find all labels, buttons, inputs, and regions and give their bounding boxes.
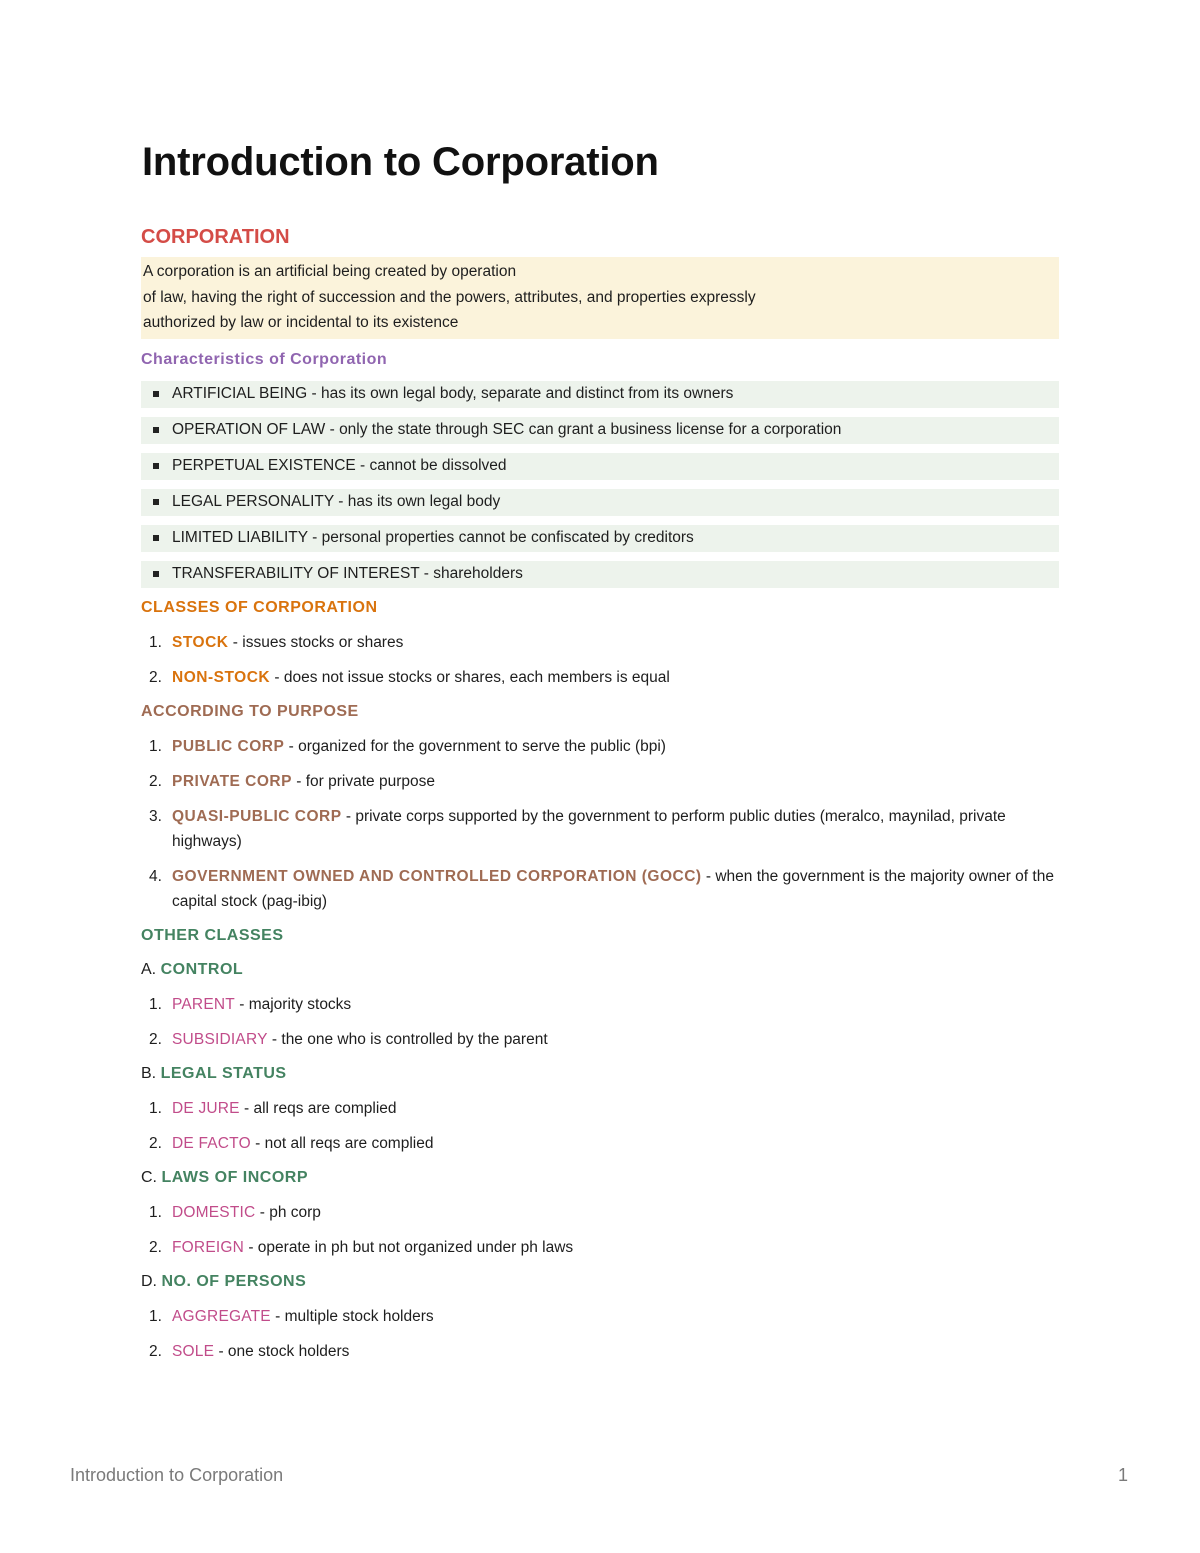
list-item: 2. NON-STOCK - does not issue stocks or shares, each members is equal <box>149 668 670 686</box>
list-item: 2. SOLE - one stock holders <box>149 1342 350 1360</box>
term: FOREIGN <box>172 1238 245 1256</box>
definition-line: authorized by law or incidental to its existence <box>143 314 459 331</box>
definition-line: of law, having the right of succession and the powers, attributes, and properties expressly <box>143 288 756 306</box>
list-item: 2. DE FACTO - not all reqs are complied <box>149 1134 434 1152</box>
term: QUASI-PUBLIC CORP <box>172 807 342 825</box>
corporation-heading: CORPORATION <box>141 226 290 248</box>
term: PUBLIC CORP <box>172 737 285 755</box>
control-list <box>141 987 1059 1057</box>
page-title: Introduction to Corporation <box>142 140 659 184</box>
list-item: 3. QUASI-PUBLIC CORP - private corps supported by the government to perform public duties (meralco, maynilad, private highways) <box>149 807 1006 850</box>
list-item: OPERATION OF LAW - only the state through SEC can grant a business license for a corporation <box>141 417 1059 444</box>
list-item: TRANSFERABILITY OF INTEREST - shareholders <box>141 561 1059 588</box>
term: PRIVATE CORP <box>172 772 292 790</box>
term: NON-STOCK <box>172 668 271 686</box>
list-item: 2. SUBSIDIARY - the one who is controlled by the parent <box>149 1030 548 1048</box>
term: STOCK <box>172 633 229 651</box>
group-heading: D. NO. OF PERSONS <box>141 1272 307 1290</box>
characteristics-list <box>141 381 1059 588</box>
definition-callout <box>141 257 1059 339</box>
term: DOMESTIC <box>172 1203 256 1221</box>
list-item: 2. PRIVATE CORP - for private purpose <box>149 772 435 790</box>
bullet-icon <box>153 499 159 505</box>
legal-status-list <box>141 1091 1059 1161</box>
list-item: LEGAL PERSONALITY - has its own legal body <box>141 489 1059 516</box>
list-item: 1. DE JURE - all reqs are complied <box>149 1099 397 1117</box>
term: SOLE <box>172 1342 215 1360</box>
term: DE JURE <box>172 1099 240 1117</box>
characteristics-heading: Characteristics of Corporation <box>141 350 388 368</box>
document-body <box>141 222 1059 1369</box>
laws-of-incorp-list <box>141 1195 1059 1265</box>
list-item: 1. PUBLIC CORP - organized for the government to serve the public (bpi) <box>149 737 666 755</box>
bullet-icon <box>153 535 159 541</box>
purpose-heading: ACCORDING TO PURPOSE <box>141 702 359 720</box>
footer-title: Introduction to Corporation <box>70 1465 284 1485</box>
list-item: 2. FOREIGN - operate in ph but not organized under ph laws <box>149 1238 574 1256</box>
list-item: 4. GOVERNMENT OWNED AND CONTROLLED CORPORATION (GOCC) - when the government is the majority owner of the capital stock (pag-ibig) <box>149 867 1054 910</box>
bullet-icon <box>153 571 159 577</box>
classes-heading: CLASSES OF CORPORATION <box>141 598 378 616</box>
classes-list <box>141 625 1059 695</box>
list-item: 1. STOCK - issues stocks or shares <box>149 633 404 651</box>
list-item: 1. AGGREGATE - multiple stock holders <box>149 1307 434 1325</box>
term: GOVERNMENT OWNED AND CONTROLLED CORPORATION (GOCC) <box>172 867 702 885</box>
list-item: 1. PARENT - majority stocks <box>149 995 352 1013</box>
list-item: 1. DOMESTIC - ph corp <box>149 1203 321 1221</box>
page-number: 1 <box>1117 1465 1128 1485</box>
bullet-icon <box>153 463 159 469</box>
list-item: ARTIFICIAL BEING - has its own legal body, separate and distinct from its owners <box>141 381 1059 408</box>
term: SUBSIDIARY <box>172 1030 268 1048</box>
term: AGGREGATE <box>172 1307 271 1325</box>
list-item: LIMITED LIABILITY - personal properties cannot be confiscated by creditors <box>141 525 1059 552</box>
other-classes-heading: OTHER CLASSES <box>141 926 284 944</box>
group-heading: A. CONTROL <box>141 960 244 978</box>
group-heading: C. LAWS OF INCORP <box>141 1168 309 1186</box>
term: PARENT <box>172 995 235 1013</box>
bullet-icon <box>153 391 159 397</box>
list-item: PERPETUAL EXISTENCE - cannot be dissolved <box>141 453 1059 480</box>
bullet-icon <box>153 427 159 433</box>
group-heading: B. LEGAL STATUS <box>141 1064 287 1082</box>
term: DE FACTO <box>172 1134 251 1152</box>
purpose-list <box>141 729 1059 919</box>
definition-line: A corporation is an artificial being created by operation <box>143 263 517 280</box>
no-of-persons-list <box>141 1299 1059 1369</box>
